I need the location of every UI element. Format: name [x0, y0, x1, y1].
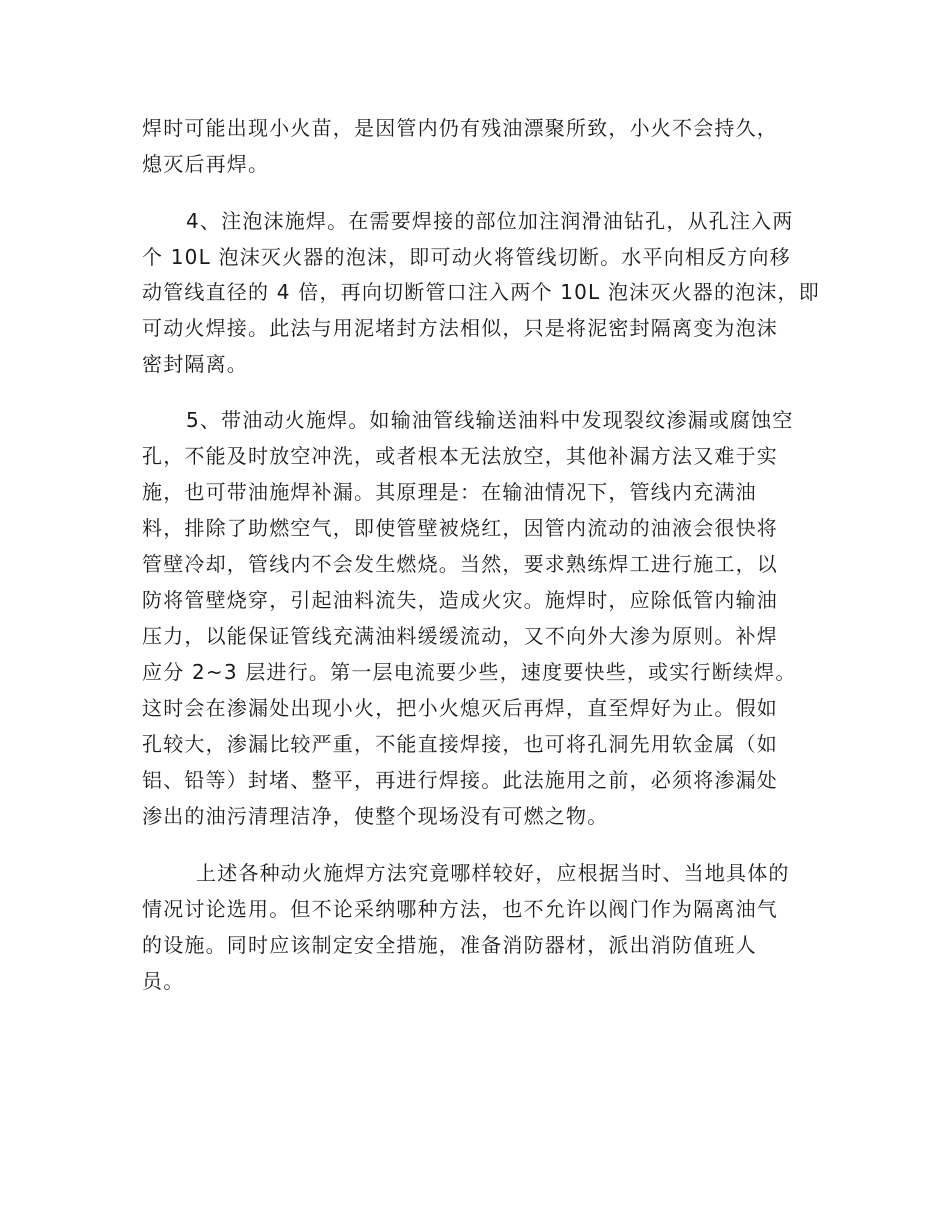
- text-line: 孔较大，渗漏比较严重，不能直接焊接，也可将孔洞先用软金属（如: [142, 732, 778, 756]
- text-line: 防将管壁烧穿，引起油料流失，造成火灾。施焊时，应除低管内输油: [142, 588, 778, 612]
- text-line: 4、注泡沫施焊。在需要焊接的部位加注润滑油钻孔，从孔注入两: [186, 209, 794, 233]
- text-line: 铝、铅等）封堵、整平，再进行焊接。此法施用之前，必须将渗漏处: [142, 768, 778, 792]
- text-line: 应分 2~3 层进行。第一层电流要少些，速度要快些，或实行断续焊。: [142, 660, 797, 684]
- text-line: 施，也可带油施焊补漏。其原理是：在输油情况下，管线内充满油: [142, 480, 757, 504]
- text-line: 熄灭后再焊。: [142, 152, 270, 176]
- text-line: 个 10L 泡沫灭火器的泡沫，即可动火将管线切断。水平向相反方向移: [142, 245, 791, 269]
- text-line: 这时会在渗漏处出现小火，把小火熄灭后再焊，直至焊好为止。假如: [142, 696, 778, 720]
- text-line: 动管线直径的 4 倍，再向切断管口注入两个 10L 泡沫灭火器的泡沫，即: [142, 280, 820, 304]
- text-line: 管壁冷却，管线内不会发生燃烧。当然，要求熟练焊工进行施工，以: [142, 552, 778, 576]
- text-line: 密封隔离。: [142, 352, 248, 376]
- text-line: 可动火焊接。此法与用泥堵封方法相似，只是将泥密封隔离变为泡沫: [142, 316, 778, 340]
- text-line: 上述各种动火施焊方法究竟哪样较好，应根据当时、当地具体的: [196, 861, 790, 885]
- text-line: 的设施。同时应该制定安全措施，准备消防器材，派出消防值班人: [142, 933, 757, 957]
- text-line: 料，排除了助燃空气，即使管壁被烧红，因管内流动的油液会很快将: [142, 516, 778, 540]
- text-line: 孔，不能及时放空冲洗，或者根本无法放空，其他补漏方法又难于实: [142, 444, 778, 468]
- text-line: 压力，以能保证管线充满油料缓缓流动，又不向外大渗为原则。补焊: [142, 624, 778, 648]
- text-line: 5、带油动火施焊。如输油管线输送油料中发现裂纹渗漏或腐蚀空: [186, 408, 794, 432]
- text-line: 焊时可能出现小火苗，是因管内仍有残油漂聚所致，小火不会持久，: [142, 116, 778, 140]
- text-line: 情况讨论选用。但不论采纳哪种方法，也不允许以阀门作为隔离油气: [142, 897, 778, 921]
- text-line: 员。: [142, 969, 185, 993]
- text-line: 渗出的油污清理洁净，使整个现场没有可燃之物。: [142, 804, 609, 828]
